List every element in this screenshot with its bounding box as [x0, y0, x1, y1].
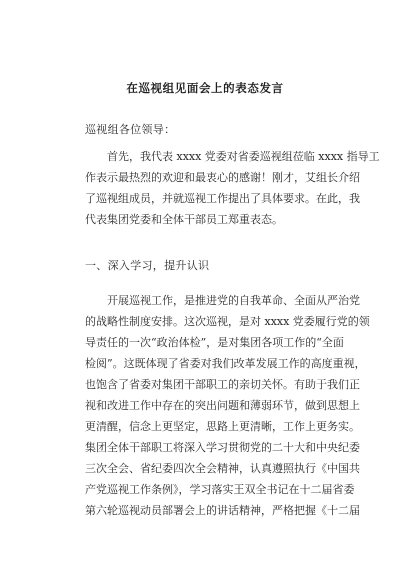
paragraph-line: 了巡视组成员，并就巡视工作提出了具体要求。在此，我 [85, 192, 360, 205]
paragraph-line: 更清醒，信念上更坚定，思路上更清晰，工作上更务实。 [85, 420, 360, 433]
paragraph-line: 开展巡视工作，是推进党的自我革命、全面从严治党 [107, 294, 360, 307]
section-heading: 一、深入学习，提升认识 [85, 259, 210, 272]
paragraph-line: 第六轮巡视动员部署会上的讲话精神，严格把握《十二届 [85, 504, 360, 517]
paragraph-line: 导责任的一次“政治体检”，是对集团各项工作的“全面 [85, 336, 344, 349]
paragraph-line: 三次全会、省纪委四次全会精神，认真遵照执行《中国共 [85, 462, 360, 475]
paragraph-line: 检阅”。这既体现了省委对我们改革发展工作的高度重视， [85, 357, 366, 370]
paragraph-line: 作表示最热烈的欢迎和最衷心的感谢！刚才，艾组长介绍 [85, 171, 360, 184]
paragraph-line: 代表集团党委和全体干部员工郑重表态。 [85, 213, 283, 226]
paragraph-line: 产党巡视工作条例》，学习落实王双全书记在十二届省委 [85, 483, 355, 496]
paragraph-line: 视和改进工作中存在的突出问题和薄弱环节，做到思想上 [85, 399, 360, 412]
paragraph-line: 也饱含了省委对集团干部职工的亲切关怀。有助于我们正 [85, 378, 360, 391]
paragraph-line: 的战略性制度安排。这次巡视，是对 xxxx 党委履行党的领 [85, 315, 370, 328]
paragraph-body [85, 290, 370, 521]
paragraph-line: 首先，我代表 xxxx 党委对省委巡视组莅临 xxxx 指导工 [107, 150, 380, 163]
paragraph-opening [85, 146, 380, 230]
paragraph-line: 集团全体干部职工将深入学习贯彻党的二十大和中央纪委 [85, 441, 360, 454]
document-title: 在巡视组见面会上的表态发言 [126, 81, 284, 95]
salutation: 巡视组各位领导： [85, 123, 176, 136]
